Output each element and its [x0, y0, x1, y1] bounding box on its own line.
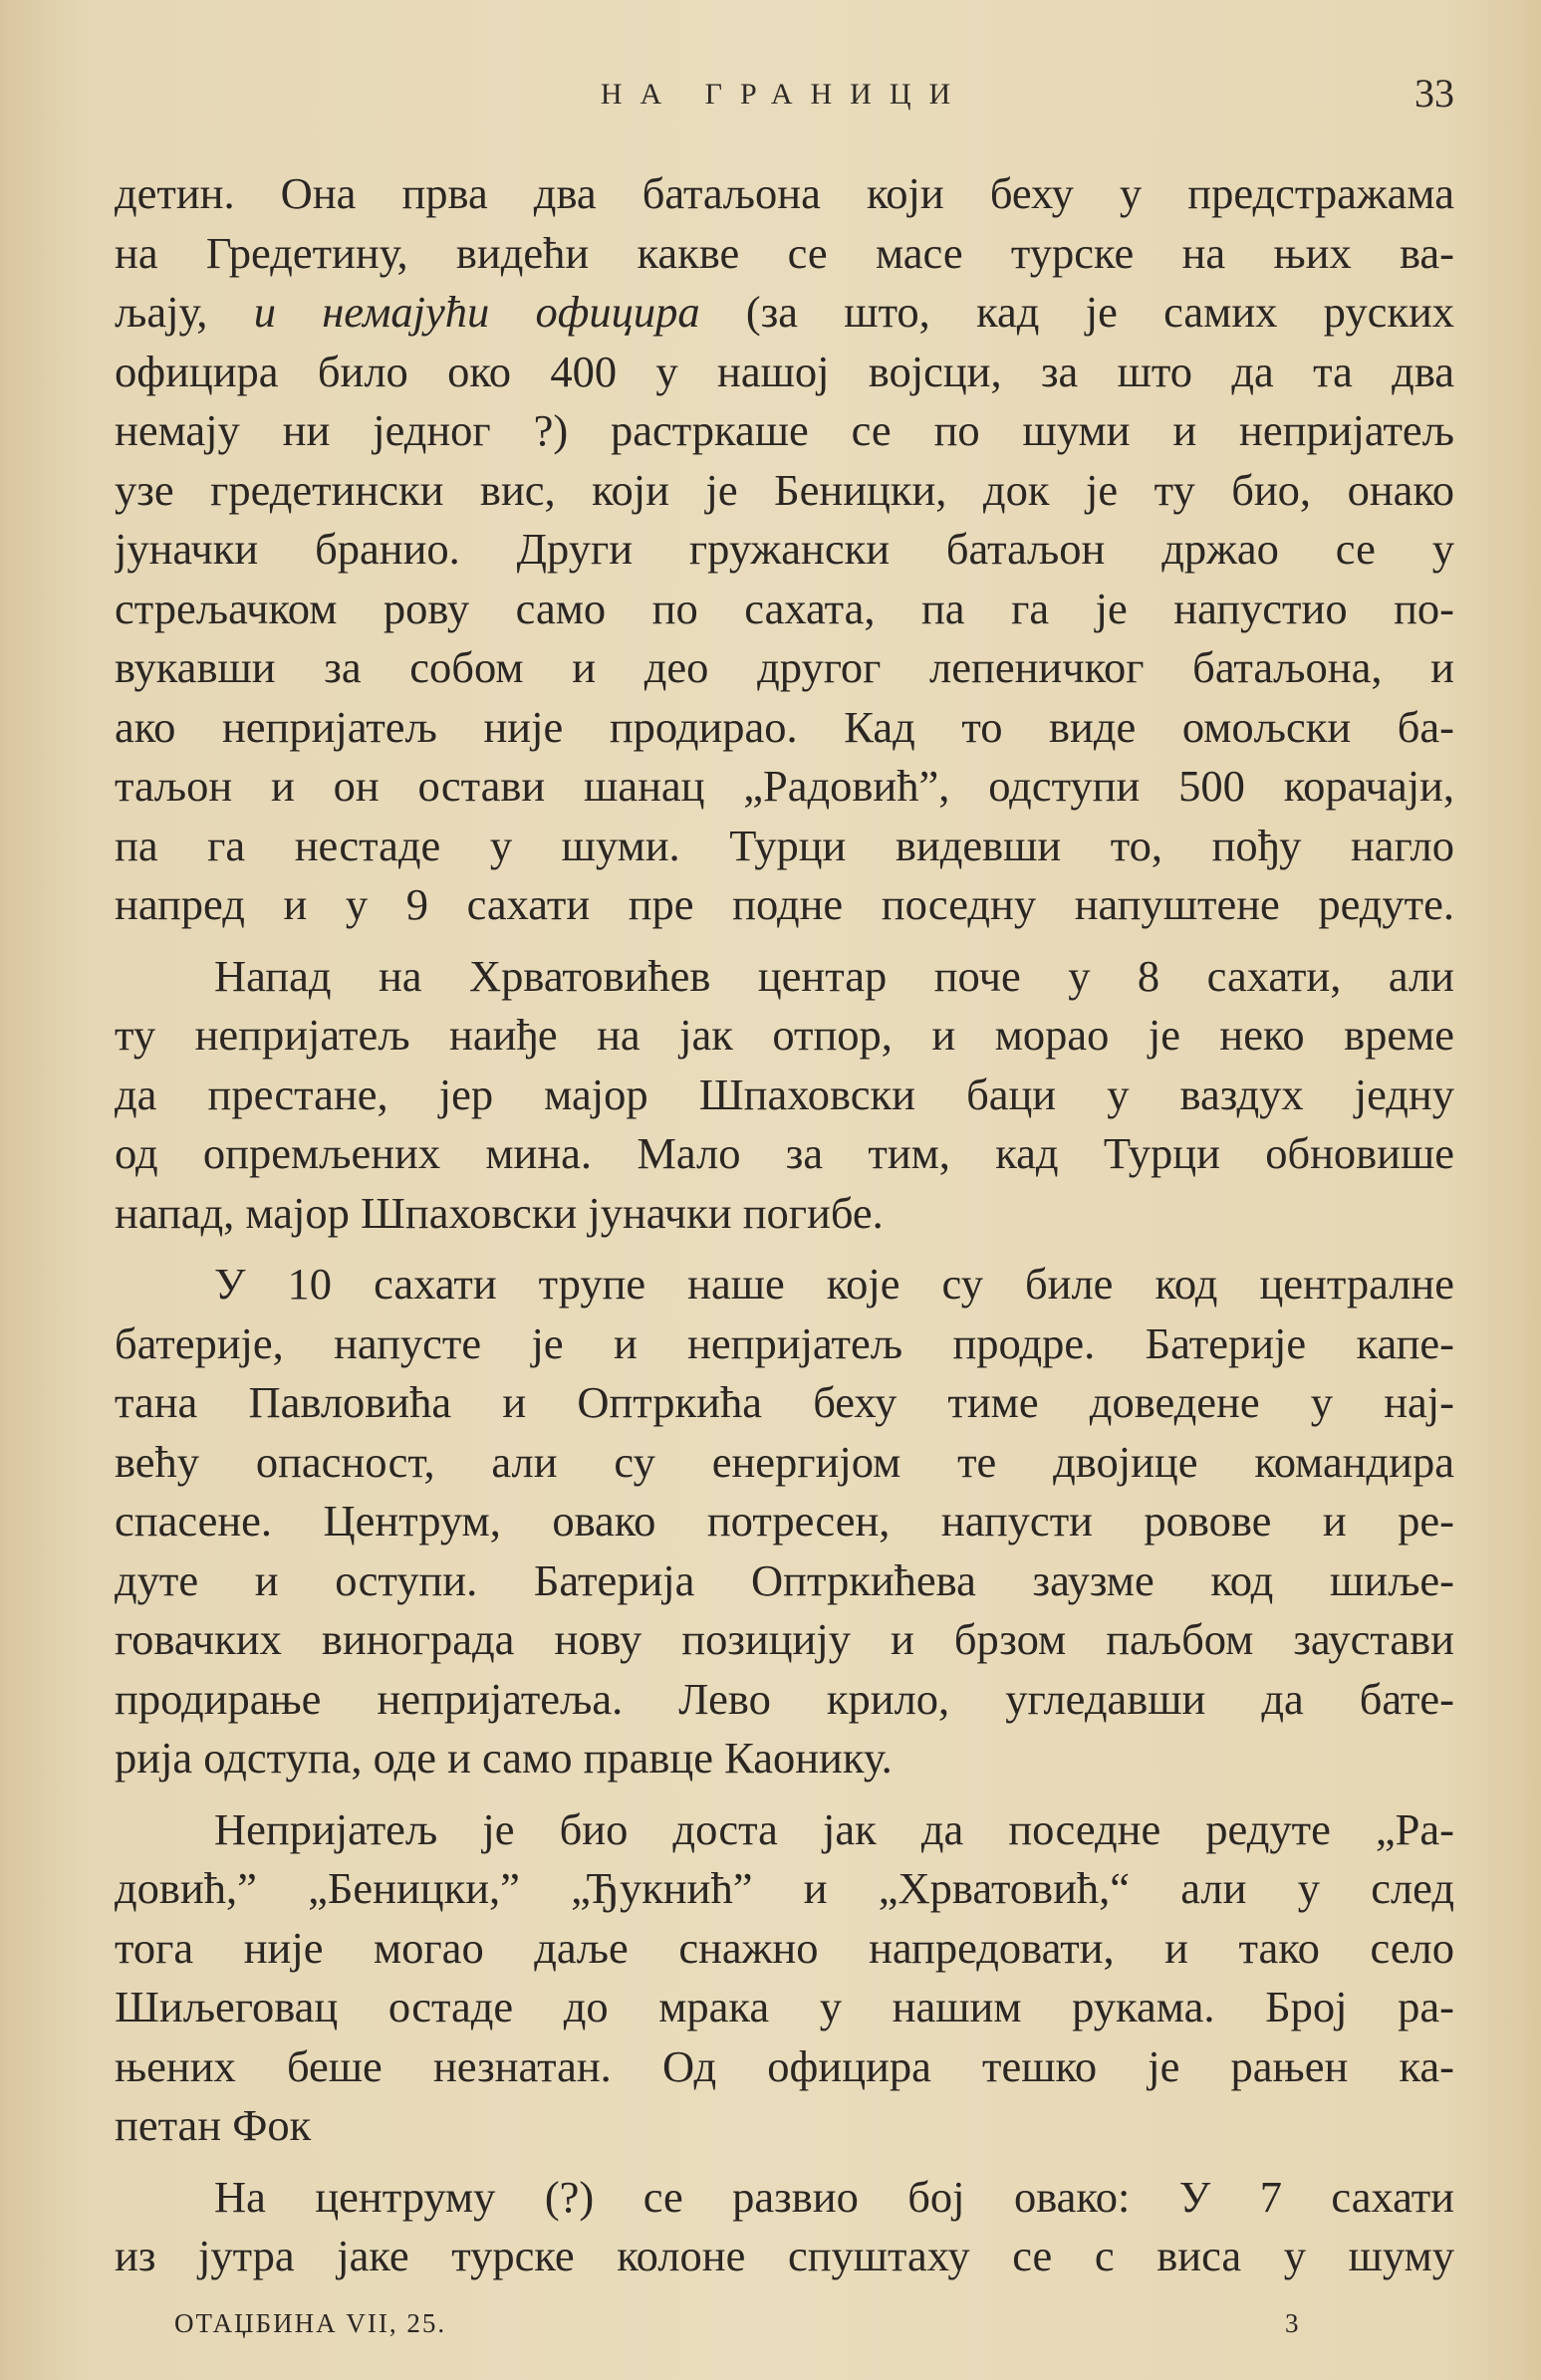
text-line: вукавши за собом и део другог лепеничког батаљона, и [115, 642, 1454, 692]
text-line: напад, мајор Шпаховски јуначки погибе. [115, 1187, 884, 1238]
text-line: таљон и он остави шанац „Радовић”, одступи 500 корачаји, [115, 761, 1454, 811]
text-line: тана Павловића и Оптркића беху тиме доведене у нај- [115, 1377, 1454, 1427]
text-line: Напад на Хрватовићев центар поче у 8 сахати, али [214, 950, 1454, 1001]
text-line: детин. Она прва два батаљона који беху у предстражама [115, 168, 1454, 218]
text-line: дуте и оступи. Батерија Оптркићева заузме код шиље- [115, 1554, 1454, 1605]
text-line: на Гредетину, видећи какве се масе турске на њих ва- [115, 227, 1454, 278]
text-line: стрељачком рову само по сахата, па га је напустио по- [115, 583, 1454, 633]
text-line: јуначки бранио. Други гружански батаљон држао се у [115, 524, 1454, 574]
text-line: На центруму (?) се развио бој овако: У 7 сахати [214, 2171, 1454, 2222]
text-line: њених беше незнатан. Од официра тешко је рањен ка- [115, 2040, 1454, 2091]
emphasis-text: и немајући официра [253, 287, 700, 337]
text-line: Непријатељ је био доста јак да поседне редуте „Ра- [214, 1803, 1454, 1854]
page-number: 33 [1414, 71, 1454, 116]
text-line: већу опасност, али су енергијом те двојице командира [115, 1436, 1454, 1487]
text-line: официра било око 400 у нашој војсци, за што да та два [115, 346, 1454, 396]
text-line: љају, и немајући официра (за што, кад је самих руских [115, 287, 1454, 337]
page-header [115, 62, 1454, 121]
text-line: тога није могао даље снажно напредовати, и тако село [115, 1922, 1454, 1973]
body-text [115, 164, 1454, 2298]
text-line: У 10 сахати трупе наше које су биле код централне [214, 1259, 1454, 1309]
sheet-number: 3 [1285, 2308, 1299, 2338]
printer-signature: ОТАЏБИНА VII, 25. [174, 2308, 447, 2338]
paragraph [115, 1800, 1454, 2156]
running-title: НА ГРАНИЦИ [600, 78, 969, 111]
text-line: Шиљеговац остаде до мрака у нашим рукама. Број ра- [115, 1982, 1454, 2031]
text-line: ту непријатељ наиђе на јак отпор, и морао је неко време [115, 1010, 1454, 1060]
text-line: продирање непријатеља. Лево крило, угледавши да бате- [115, 1673, 1454, 1724]
text-line: од опремљених мина. Мало за тим, кад Турци обновише [115, 1128, 1454, 1178]
text-line: узе гредетински вис, који је Беницки, док је ту био, онако [115, 464, 1454, 515]
paragraph [115, 1255, 1454, 1788]
text-line: па га нестаде у шуми. Турци видевши то, пођу нагло [115, 820, 1454, 870]
paragraph [115, 947, 1454, 1244]
paragraph [115, 2168, 1454, 2286]
text-line: говачких винограда нову позицију и брзом паљбом заустави [115, 1614, 1454, 1664]
text-line: спасене. Центрум, овако потресен, напусти ровове и ре- [115, 1496, 1454, 1546]
text-line: да престане, јер мајор Шпаховски баци у ваздух једну [115, 1069, 1454, 1119]
page-footer [115, 2308, 1454, 2348]
text-line: довић,” „Беницки,” „Ђукнић” и „Хрватовић,“ али у след [115, 1863, 1454, 1913]
text-line: рија одступа, оде и само правце Каонику. [115, 1733, 893, 1783]
paragraph [115, 164, 1454, 935]
text-line: немају ни једног ?) растркаше се по шуми и непријатељ [115, 405, 1454, 455]
text-line: батерије, напусте је и непријатељ продре. Батерије капе- [115, 1317, 1454, 1368]
text-line: ако непријатељ није продирао. Кад то виде омољски ба- [115, 701, 1454, 752]
text-line: из јутра јаке турске колоне спуштаху се с виса у шуму [115, 2231, 1454, 2280]
text-line: напред и у 9 сахати пре подне поседну напуштене редуте. [115, 879, 1454, 929]
text-line: петан Фок [115, 2100, 312, 2150]
